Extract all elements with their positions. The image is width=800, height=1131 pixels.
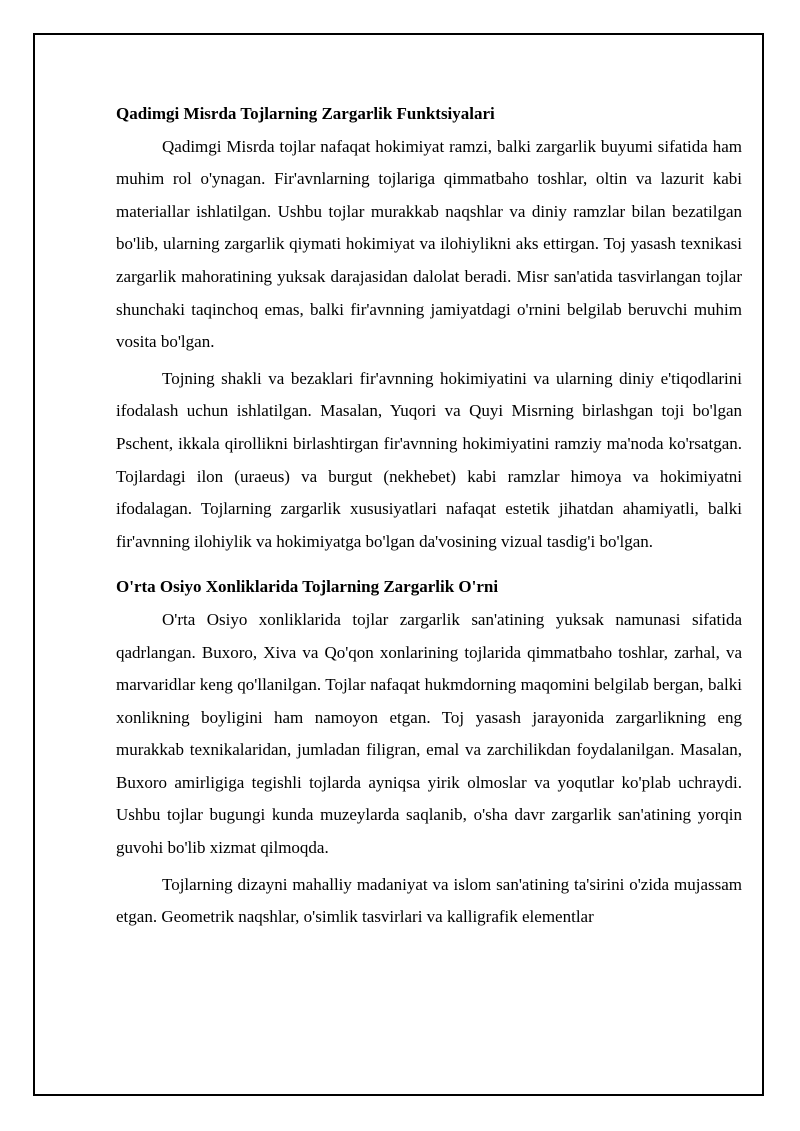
section-heading-egypt: Qadimgi Misrda Tojlarning Zargarlik Funktsiyalari: [116, 104, 495, 123]
section-heading-central-asia: O'rta Osiyo Xonliklarida Tojlarning Zargarlik O'rni: [116, 577, 499, 597]
paragraph-egypt-1: Qadimgi Misrda tojlar nafaqat hokimiyat ramzi, balki zargarlik buyumi sifatida ham muhim rol o'ynagan. Fir'avnlarning tojlariga qimmatbaho toshlar, oltin va lazurit kabi materiallar ishlatilgan. Ushbu tojlar murakkab naqshlar va diniy ramzlar bilan bezatilgan bo'lib, ularning zargarlik qiymati hokimiyat va ilohiylikni aks ettirgan. Toj yasash texnikasi zargarlik mahoratining yuksak darajasidan dalolat beradi. Misr san'atida tasvirlangan tojlar shunchaki taqinchoq emas, balki fir'avnning jamiyatdagi o'rnini belgilab beruvchi muhim vosita bo'lgan.: [116, 136, 742, 352]
document-body: [116, 98, 742, 934]
paragraph-central-asia-1: O'rta Osiyo xonliklarida tojlar zargarlik san'atining yuksak namunasi sifatida qadrlangan. Buxoro, Xiva va Qo'qon xonlarining tojlarida qimmatbaho toshlar, zarhal, va marvaridlar keng qo'llanilgan. Tojlar nafaqat hukmdorning maqomini belgilab bergan, balki xonlikning boyligini ham namoyon etgan. Toj yasash jarayonida zargarlikning eng murakkab texnikalaridan, jumladan filigran, emal va zarchilikdan foydalanilgan. Masalan, Buxoro amirligiga tegishli tojlarda ayniqsa yirik olmoslar va yoqutlar ko'plab uchraydi. Ushbu tojlar bugungi kunda muzeylarda saqlanib, o'sha davr zargarlik san'atining yorqin guvohi bo'lib xizmat qilmoqda.: [116, 609, 742, 858]
paragraph-central-asia-2: Tojlarning dizayni mahalliy madaniyat va islom san'atining ta'sirini o'zida mujassam etgan. Geometrik naqshlar, o'simlik tasvirlari va kalligrafik elementlar: [116, 874, 742, 927]
paragraph-egypt-2: Tojning shakli va bezaklari fir'avnning hokimiyatini va ularning diniy e'tiqodlarini ifodalash uchun ishlatilgan. Masalan, Yuqori va Quyi Misrning birlashgan toji bo'lgan Pschent, ikkala qirollikni birlashtirgan fir'avnning hokimiyatini ramziy ma'noda ko'rsatgan. Tojlardagi ilon (uraeus) va burgut (nekhebet) kabi ramzlar himoya va hokimiyatni ifodalagan. Tojlarning zargarlik xususiyatlari nafaqat estetik jihatdan ahamiyatli, balki fir'avnning ilohiylik va hokimiyatga bo'lgan da'vosining vizual tasdig'i bo'lgan.: [116, 368, 742, 551]
